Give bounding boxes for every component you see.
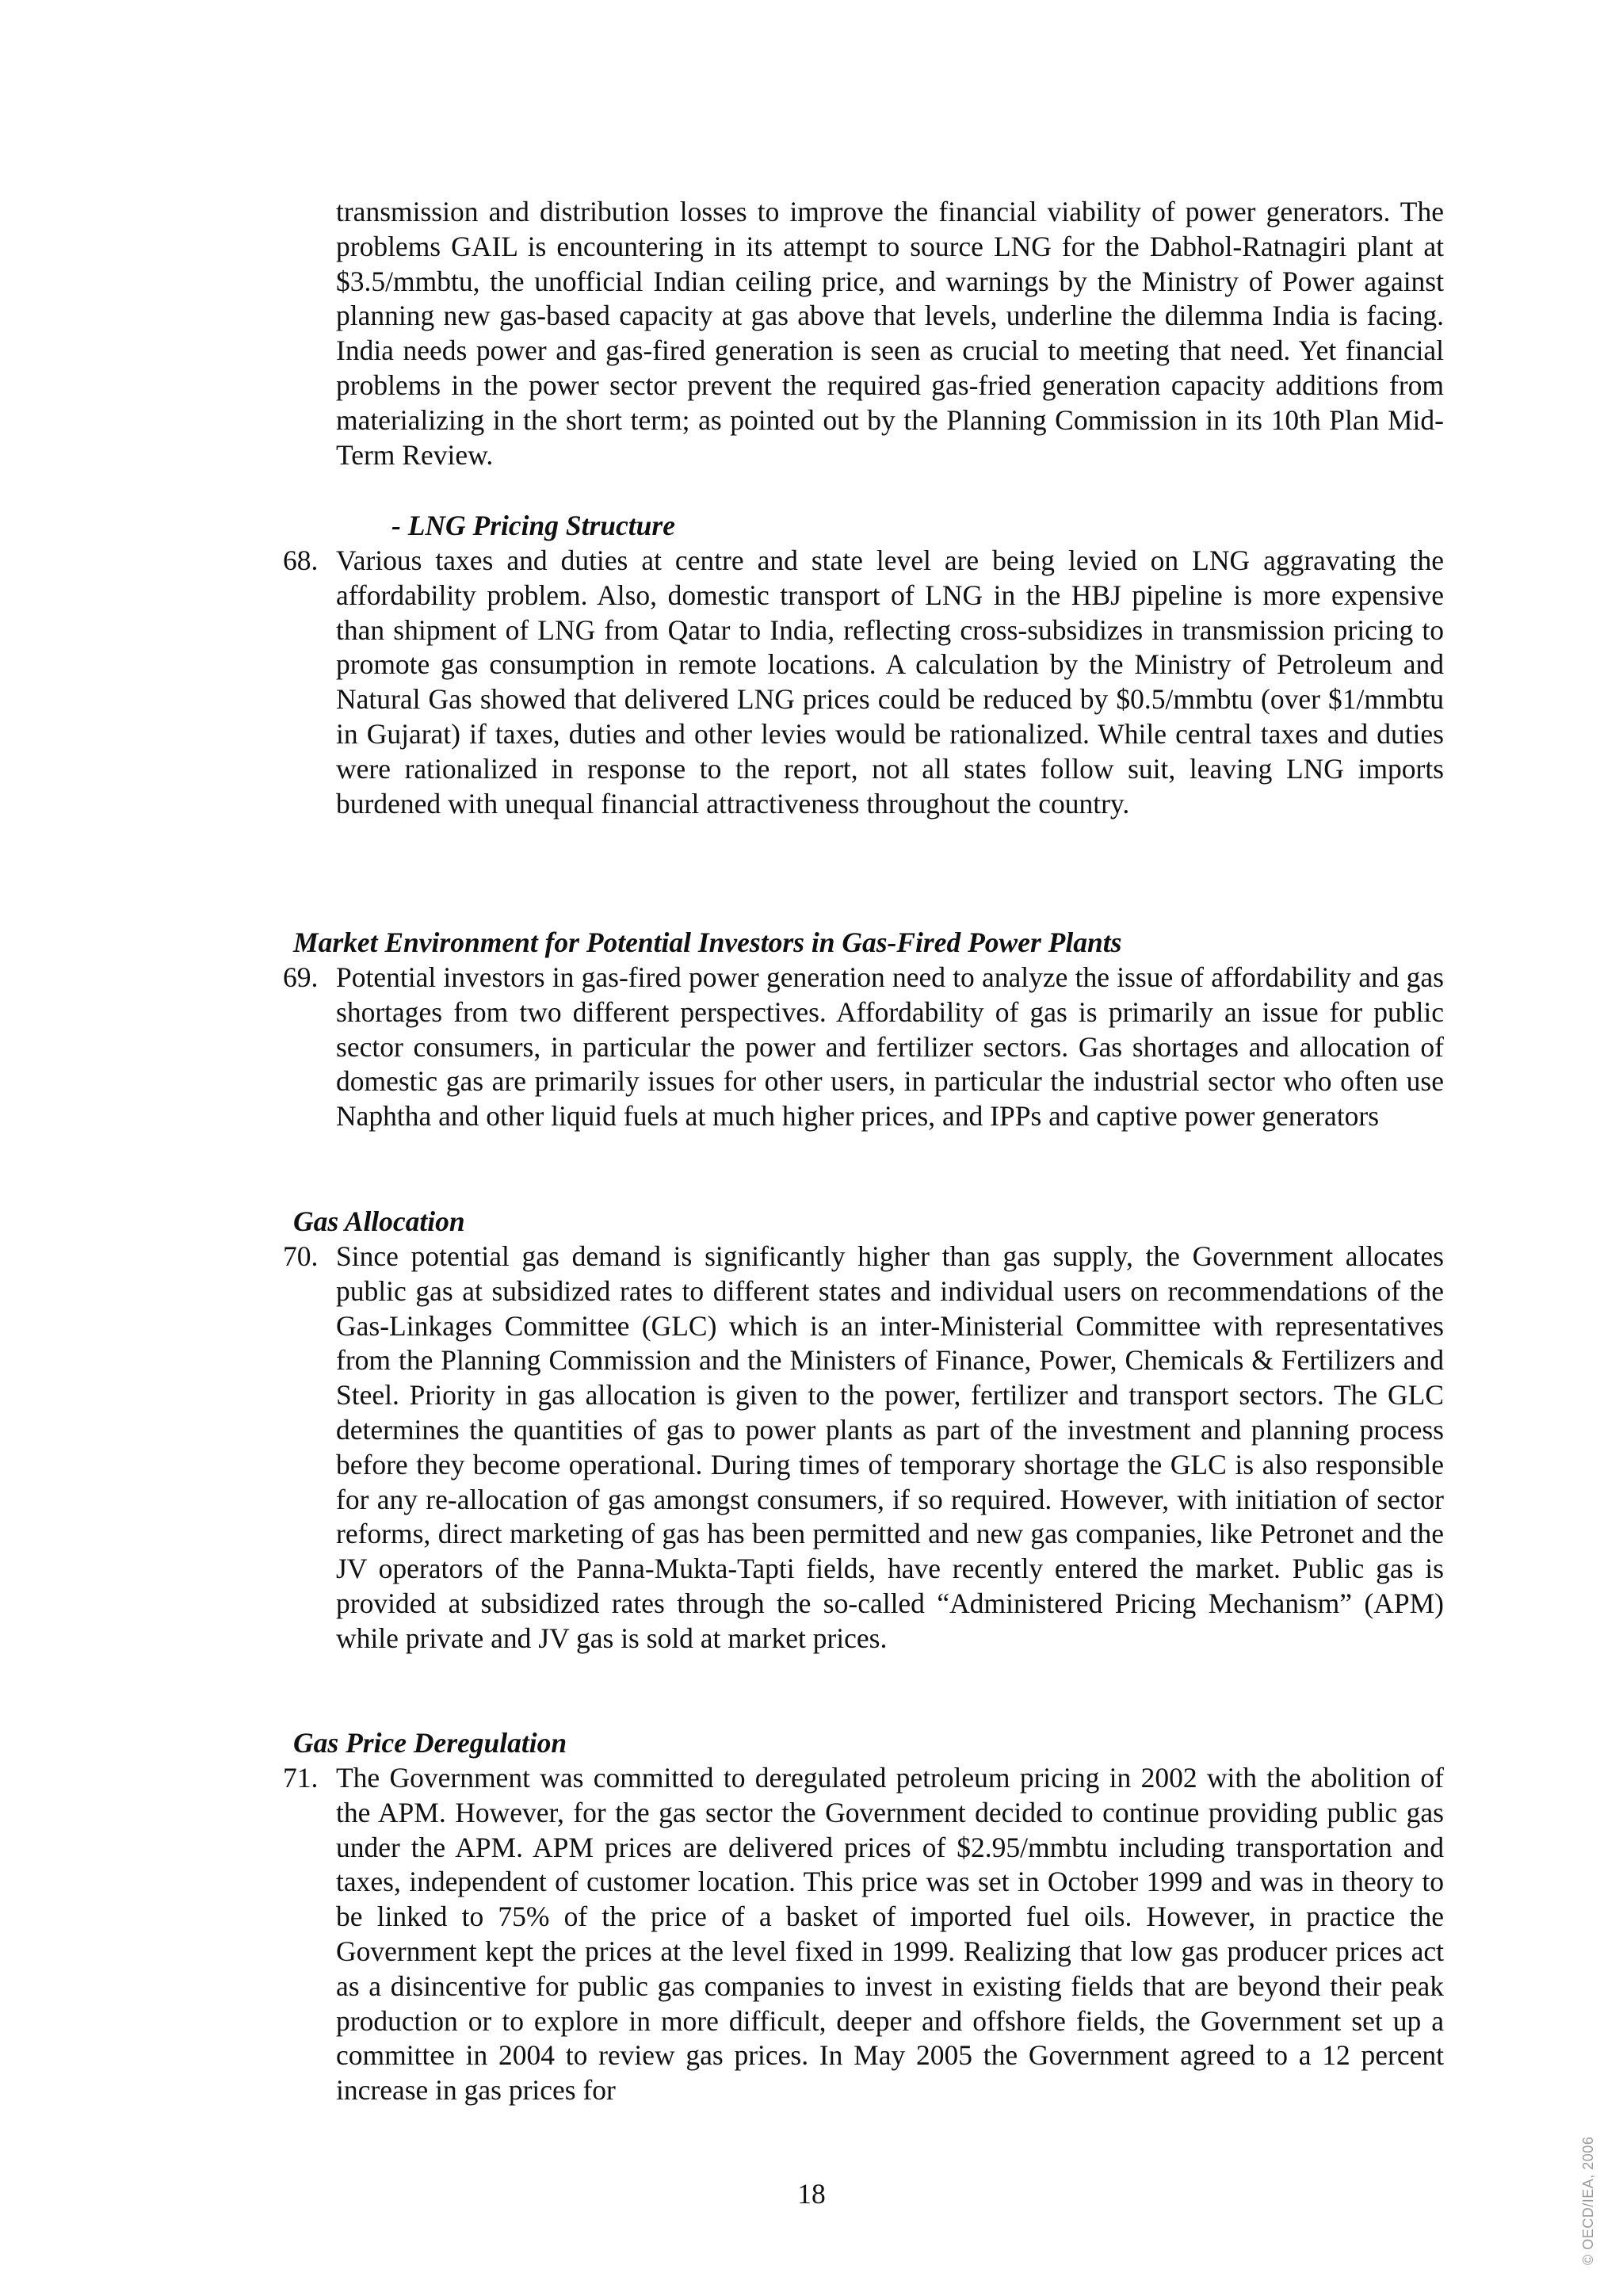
heading-gas-allocation: Gas Allocation xyxy=(293,1205,465,1237)
paragraph-number-71: 71. xyxy=(283,1762,319,1794)
paragraph-69: Potential investors in gas-fired power generation need to analyze the issue of affordability and gas shortages from two different perspectives. Affordability of gas is primarily an issue for public sector consumers, in particular the power and fertilizer sectors. Gas shortages and allocation of domestic gas are primarily issues for other users, in particular the industrial sector who often use Naphtha and other liquid fuels at much higher prices, and IPPs and captive power generators xyxy=(336,961,1444,1133)
copyright-watermark: © OECD/IEA, 2006 xyxy=(1580,2136,1596,2265)
paragraph-67-continued: transmission and distribution losses to improve the financial viability of power generators. The problems GAIL is encountering in its attempt to source LNG for the Dabhol-Ratnagiri plant at $3.5/mmbtu, the unofficial Indian ceiling price, and warnings by the Ministry of Power against planning new gas-based capacity at gas above that levels, underline the dilemma India is facing. India needs power and gas-fired generation is seen as crucial to meeting that need. Yet financial problems in the power sector prevent the required gas-fried generation capacity additions from materializing in the short term; as pointed out by the Planning Commission in its 10th Plan Mid-Term Review. xyxy=(336,196,1444,471)
paragraph-number-69: 69. xyxy=(283,961,319,993)
heading-gas-price-deregulation: Gas Price Deregulation xyxy=(293,1727,567,1759)
heading-market-environment: Market Environment for Potential Investors in Gas-Fired Power Plants xyxy=(293,926,1122,958)
paragraph-number-68: 68. xyxy=(283,544,319,576)
paragraph-number-70: 70. xyxy=(283,1240,319,1272)
heading-lng-pricing-structure: - LNG Pricing Structure xyxy=(391,510,675,541)
paragraph-71: The Government was committed to deregulated petroleum pricing in 2002 with the abolition of the APM. However, for the gas sector the Government decided to continue providing public gas under the APM. APM prices are delivered prices of $2.95/mmbtu including transportation and taxes, independent of customer location. This price was set in October 1999 and was in theory to be linked to 75% of the price of a basket of imported fuel oils. However, in practice the Government kept the prices at the level fixed in 1999. Realizing that low gas producer prices act as a disincentive for public gas companies to invest in existing fields that are beyond their peak production or to explore in more difficult, deeper and offshore fields, the Government set up a committee in 2004 to review gas prices. In May 2005 the Government agreed to a 12 percent increase in gas prices for xyxy=(336,1762,1444,2107)
paragraph-70: Since potential gas demand is significantly higher than gas supply, the Government allocates public gas at subsidized rates to different states and individual users on recommendations of the Gas-Linkages Committee (GLC) which is an inter-Ministerial Committee with representatives from the Planning Commission and the Ministers of Finance, Power, Chemicals & Fertilizers and Steel. Priority in gas allocation is given to the power, fertilizer and transport sectors. The GLC determines the quantities of gas to power plants as part of the investment and planning process before they become operational. During times of temporary shortage the GLC is also responsible for any re-allocation of gas amongst consumers, if so required. However, with initiation of sector reforms, direct marketing of gas has been permitted and new gas companies, like Petronet and the JV operators of the Panna-Mukta-Tapti fields, have recently entered the market. Public gas is provided at subsidized rates through the so-called “Administered Pricing Mechanism” (APM) while private and JV gas is sold at market prices. xyxy=(336,1240,1444,1654)
paragraph-68: Various taxes and duties at centre and state level are being levied on LNG aggravating the affordability problem. Also, domestic transport of LNG in the HBJ pipeline is more expensive than shipment of LNG from Qatar to India, reflecting cross-subsidizes in transmission pricing to promote gas consumption in remote locations. A calculation by the Ministry of Petroleum and Natural Gas showed that delivered LNG prices could be reduced by $0.5/mmbtu (over $1/mmbtu in Gujarat) if taxes, duties and other levies would be rationalized. While central taxes and duties were rationalized in response to the report, not all states follow suit, leaving LNG imports burdened with unequal financial attractiveness throughout the country. xyxy=(336,544,1444,819)
page-number: 18 xyxy=(797,2178,826,2210)
